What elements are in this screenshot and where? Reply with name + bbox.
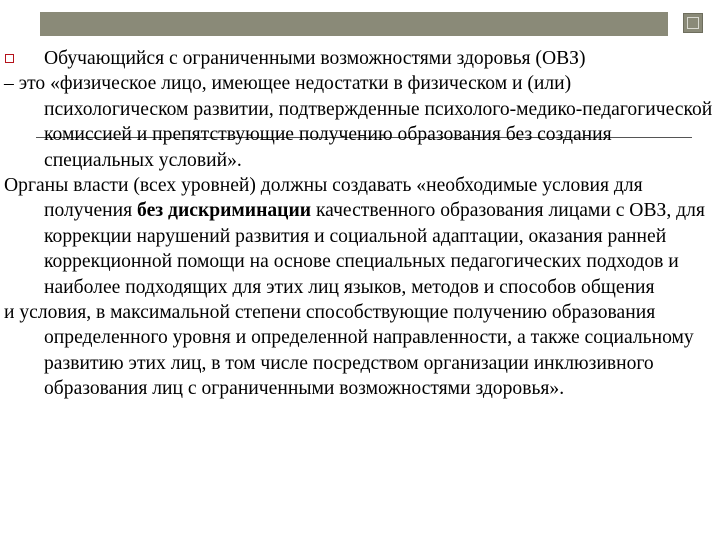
definition-term: Обучающийся с ограниченными возможностями здоровья (ОВЗ): [44, 48, 586, 69]
paragraph-authorities: [4, 173, 716, 300]
authorities-text-end: качественного образования лицами с ОВЗ, для коррекции нарушений развития и социальной адаптации, оказания ранней коррекционной помощи на основе специальных педагогических подходов и наиболее подходящих для этих лиц языков, методов и способов общения: [44, 200, 705, 298]
paragraph-conditions: [4, 300, 716, 402]
definition-text: – это «физическое лицо, имеющее недостатки в физическом и (или) психологическом развитии, подтвержденные психолого-медико-педагогической комиссией и препятствующие получению образования без создания специальных условий».: [4, 73, 713, 171]
paragraph-definition: [4, 46, 716, 71]
corner-square-icon: [683, 13, 703, 33]
conditions-text: и условия, в максимальной степени способствующие получению образования определенного уровня и определенной направленности, а также социальному развитию этих лиц, в том числе посредством организации инклюзивного образования лиц с ограниченными возможностями здоровья».: [4, 302, 694, 400]
paragraph-definition-text: [4, 71, 716, 173]
emphasis-text: без дискриминации: [137, 200, 312, 222]
slide-body: [4, 46, 716, 402]
header-bar: [40, 12, 668, 36]
authorities-text-start: Органы власти (всех уровней) должны создавать «необходимые условия для получения: [4, 175, 643, 222]
square-bullet-icon: [5, 54, 14, 63]
